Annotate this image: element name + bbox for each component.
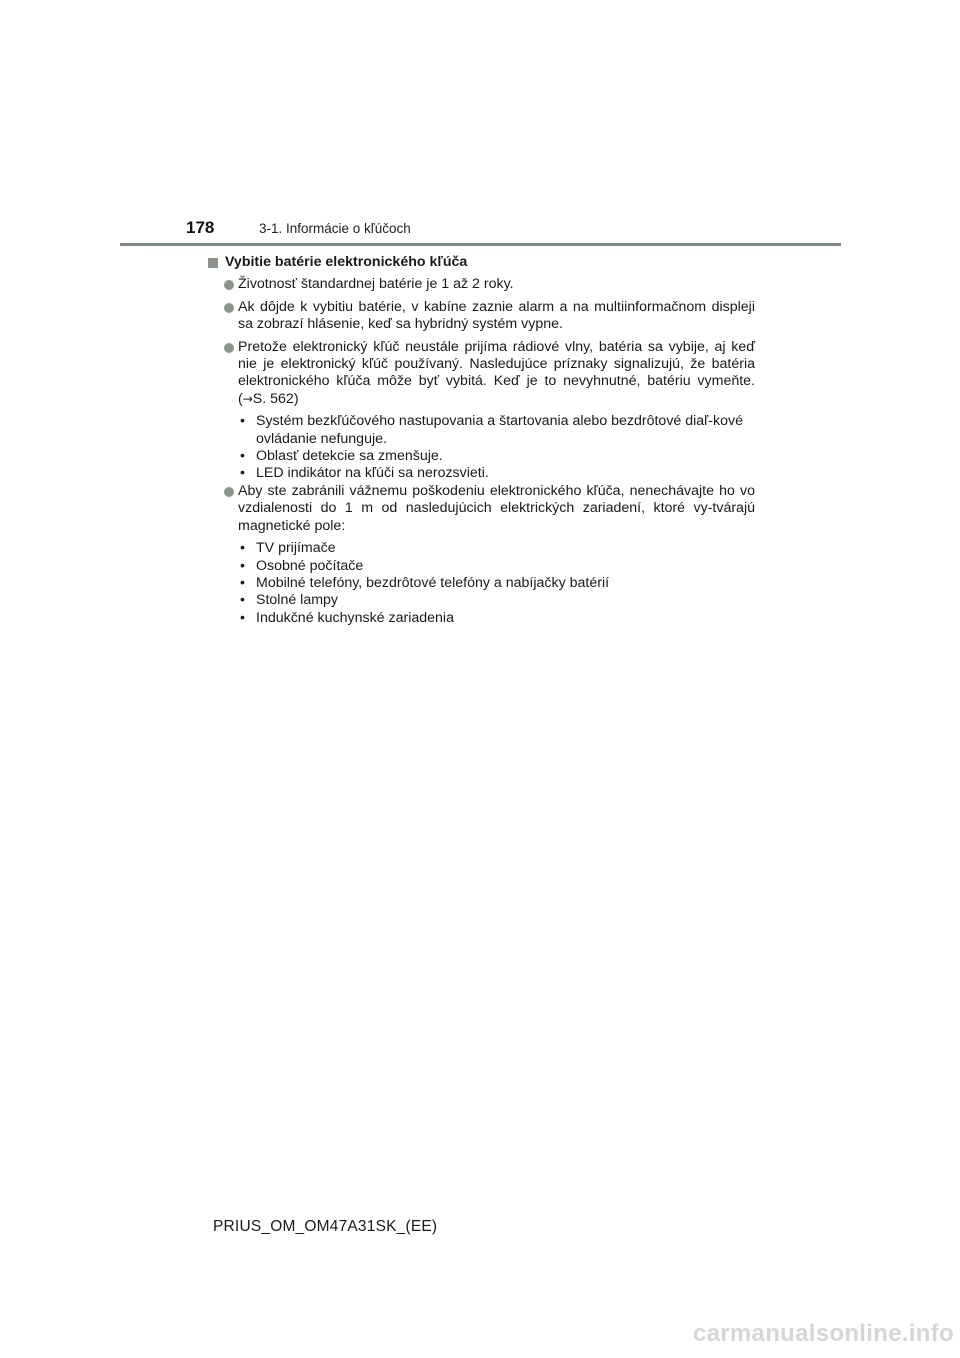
- round-bullet-icon: [224, 280, 234, 290]
- section-header-title: 3-1. Informácie o kľúčoch: [259, 221, 411, 236]
- list-item: • Stolné lampy: [240, 592, 339, 609]
- document-code: PRIUS_OM_OM47A31SK_(EE): [213, 1218, 438, 1235]
- page-number: 178: [186, 218, 215, 237]
- dot-marker: •: [240, 592, 245, 609]
- list-item: • Systém bezkľúčového nastupovania a štartovania alebo bezdrôtové diaľ-kové ovládanie nefunguje.: [240, 413, 744, 447]
- watermark: carmanualsonline.info: [692, 1320, 954, 1347]
- bullet-text: Životnosť štandardnej batérie je 1 až 2 roky.: [238, 276, 514, 293]
- dot-marker: •: [240, 413, 245, 430]
- round-bullet-icon: [224, 487, 234, 497]
- bullet-item: [207, 276, 755, 293]
- section-heading-text: Vybitie batérie elektronického kľúča: [225, 254, 468, 270]
- page-reference-link[interactable]: S. 562): [252, 390, 299, 407]
- dot-marker: •: [240, 540, 245, 557]
- list-item: • Osobné počítače: [240, 557, 364, 574]
- bullet-item: [207, 299, 755, 334]
- list-item: • Indukčné kuchynské zariadenia: [240, 609, 454, 626]
- bullet-text: Pretože elektronický kľúč neustále prijíma rádiové vlny, batéria sa vybije, aj keď nie je elektronický kľúč používaný. Nasledujúce príznaky signalizujú, že batéria elektronického kľúča môže byť vybitá. Keď je to nevyhnutné, batériu vymeňte. (: [238, 338, 755, 407]
- round-bullet-icon: [224, 343, 234, 353]
- dot-marker: •: [240, 574, 245, 591]
- header-rule: [120, 243, 841, 246]
- dot-marker: •: [240, 609, 245, 626]
- bullet-item: [207, 483, 755, 535]
- bullet-text: Ak dôjde k vybitiu batérie, v kabíne zaznie alarm a na multiinformačnom displeji sa zobrazí hlásenie, keď sa hybridný systém vypne.: [238, 298, 755, 333]
- bullet-item: [207, 339, 755, 409]
- list-item: • TV prijímače: [240, 540, 336, 557]
- list-item: • Oblasť detekcie sa zmenšuje.: [240, 448, 443, 465]
- device-list: [238, 540, 755, 627]
- list-item: • Mobilné telefóny, bezdrôtové telefóny a nabíjačky batérií: [240, 574, 610, 591]
- square-bullet-icon: [208, 258, 218, 268]
- section-heading: [207, 254, 755, 271]
- reference-arrow-icon: →: [242, 391, 253, 406]
- bullet-text: Aby ste zabránili vážnemu poškodeniu elektronického kľúča, nenechávajte ho vo vzdialenosti do 1 m od nasledujúcich elektrických zariadení, ktoré vy-tvárajú magnetické pole:: [238, 482, 755, 534]
- dot-marker: •: [240, 465, 245, 482]
- dot-marker: •: [240, 448, 245, 465]
- symptom-list: [238, 413, 755, 483]
- round-bullet-icon: [224, 303, 234, 313]
- page-content: [207, 254, 755, 627]
- list-item: • LED indikátor na kľúči sa nerozsvieti.: [240, 465, 489, 482]
- dot-marker: •: [240, 557, 245, 574]
